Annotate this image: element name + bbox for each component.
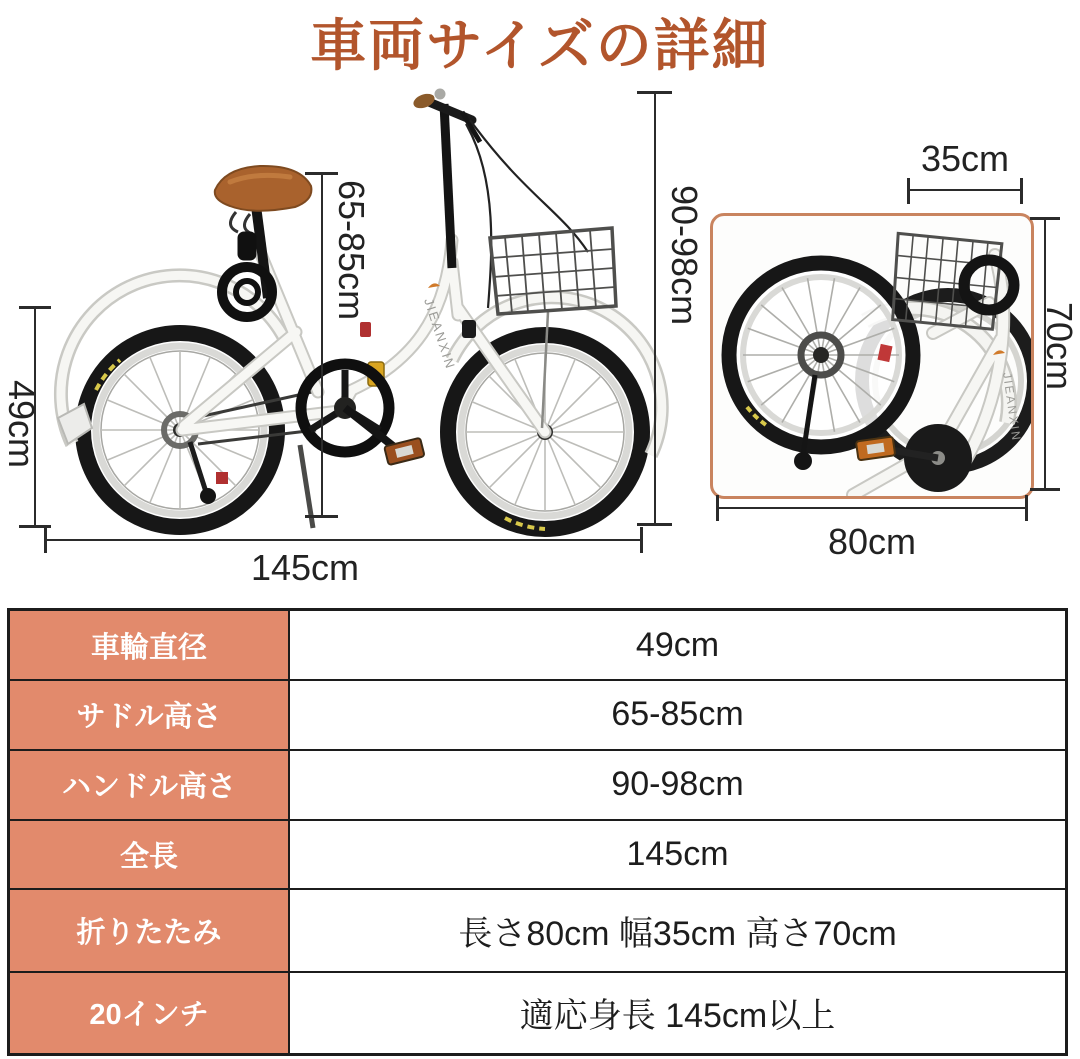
saddle-height-label: 65-85cm <box>331 180 372 321</box>
spec-label: 車輪直径 <box>9 610 290 681</box>
folded-bike-illustration <box>713 216 1031 496</box>
spec-label: 折りたたみ <box>9 889 290 971</box>
spec-value: 49cm <box>289 610 1067 681</box>
spec-label: ハンドル高さ <box>9 750 290 820</box>
folded-frame-brand-label: JIEANXIN <box>1000 371 1024 443</box>
folded-width-label: 35cm <box>920 138 1010 179</box>
frame-brand-label: JIEANXIN <box>421 296 459 372</box>
spec-label: 20インチ <box>9 972 290 1055</box>
spec-value: 65-85cm <box>289 680 1067 750</box>
bell <box>435 89 446 100</box>
folded-bike-panel <box>710 213 1034 499</box>
size-spec-table <box>7 608 1068 1056</box>
handlebar-height-label: 90-98cm <box>664 185 705 326</box>
spec-label: 全長 <box>9 820 290 890</box>
brake-caliper <box>462 320 476 338</box>
red-reflector <box>360 322 371 337</box>
total-length-label: 145cm <box>250 547 360 588</box>
page-title: 車両サイズの詳細 <box>310 14 770 77</box>
table-row <box>9 820 1067 890</box>
spec-value: 90-98cm <box>289 750 1067 820</box>
derailleur <box>190 442 228 504</box>
table-row <box>9 972 1067 1055</box>
spec-value: 適応身長 145cm以上 <box>289 972 1067 1055</box>
brake-cable <box>466 124 491 308</box>
wheel-diameter-label: 49cm <box>1 380 42 469</box>
table-row <box>9 610 1067 681</box>
spec-label: サドル高さ <box>9 680 290 750</box>
spec-value: 145cm <box>289 820 1067 890</box>
table-row <box>9 680 1067 750</box>
folded-length-label: 80cm <box>827 521 917 562</box>
spec-value: 長さ80cm 幅35cm 高さ70cm <box>289 889 1067 971</box>
table-row <box>9 889 1067 971</box>
table-row <box>9 750 1067 820</box>
folded-height-label: 70cm <box>1039 302 1080 391</box>
